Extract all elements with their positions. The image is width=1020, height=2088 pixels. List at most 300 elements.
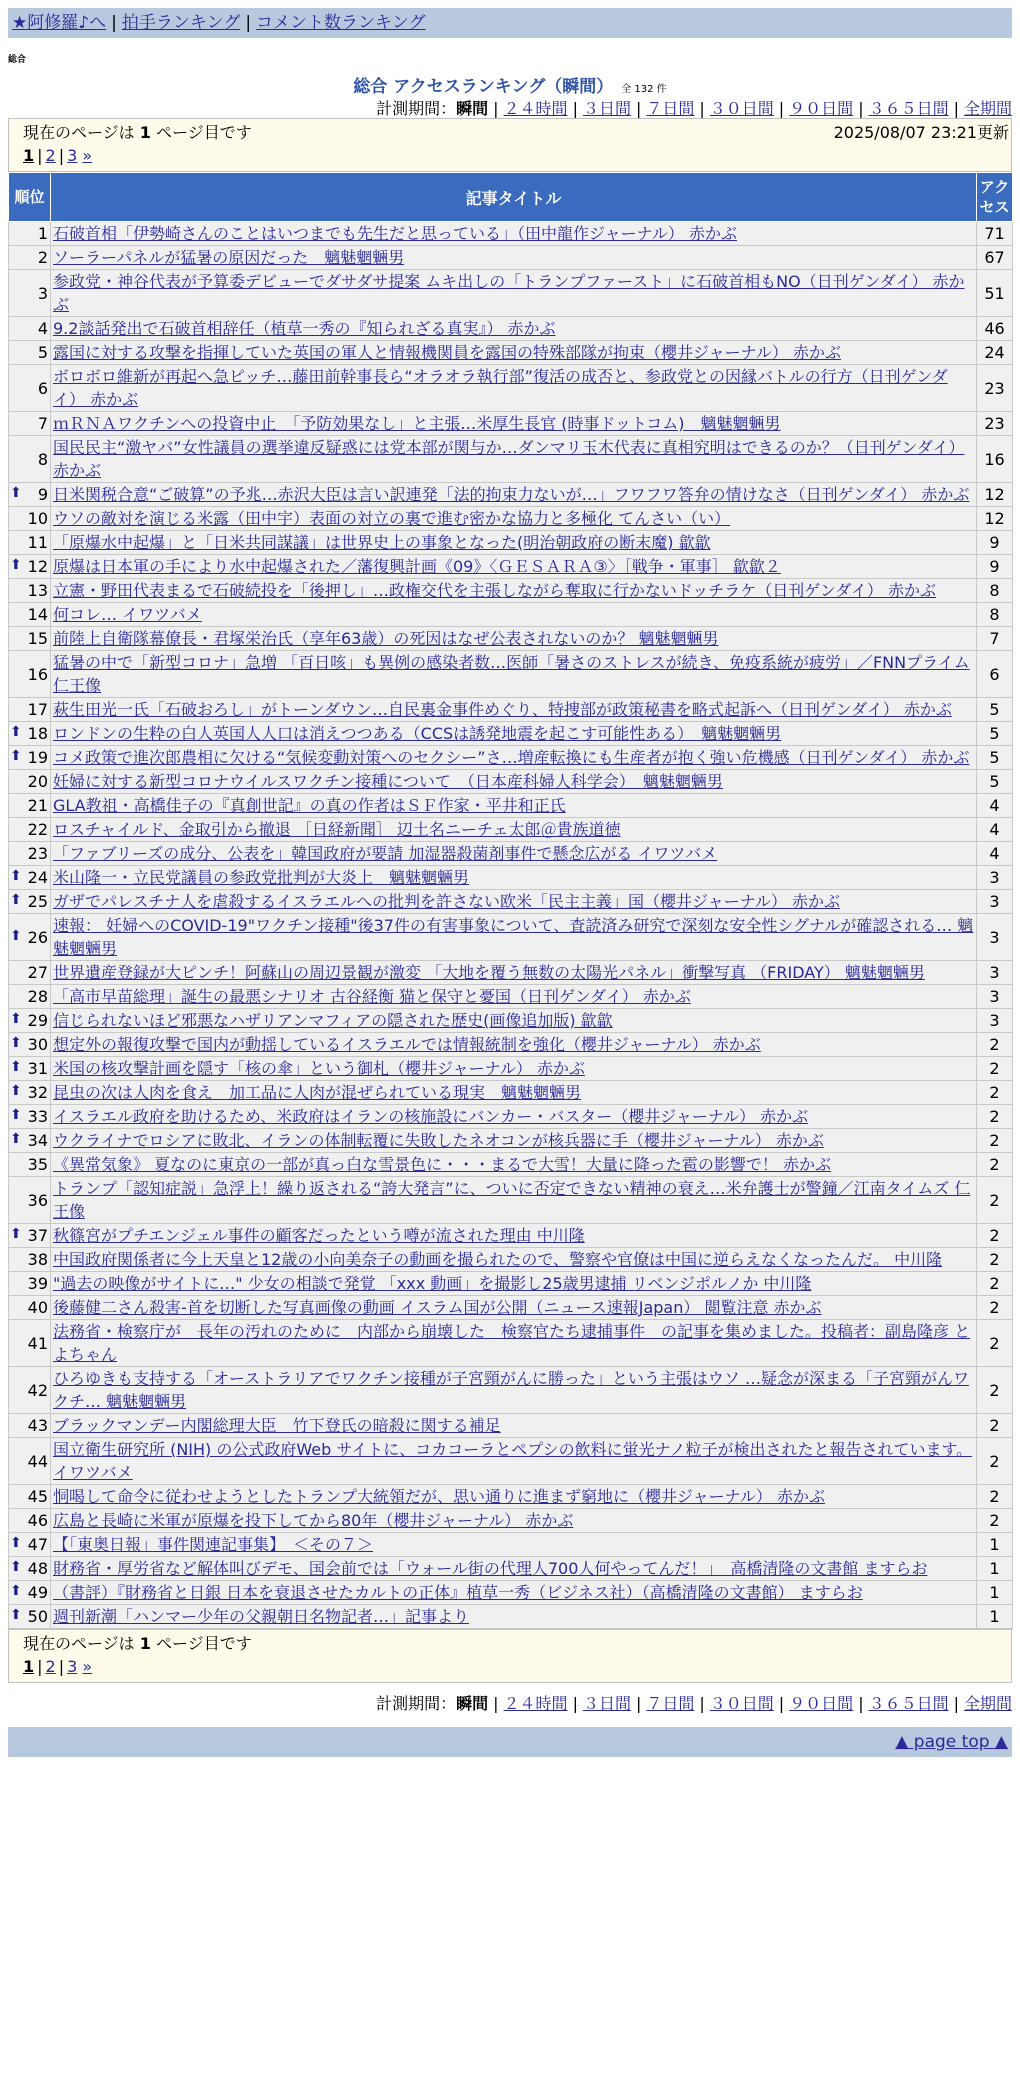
article-link[interactable]: 信じられないほど邪悪なハザリアンマフィアの隠された歴史(画像追加版) 歙歙 [53, 1011, 613, 1030]
table-row [9, 914, 1013, 961]
access-count: 5 [977, 698, 1013, 722]
up-arrow-icon: ⬆ [10, 1559, 22, 1575]
period-option-link[interactable]: ３６５日間 [868, 99, 949, 118]
access-count: 9 [977, 531, 1013, 555]
title-cell [51, 483, 977, 507]
title-cell [51, 770, 977, 794]
title-cell [51, 1105, 977, 1129]
rank-number: 29 [27, 1011, 48, 1030]
access-count: 24 [977, 341, 1013, 365]
article-link[interactable]: 速報： 妊婦へのCOVID-19"ワクチン接種"後37件の有害事象について、査読済み研究で深刻な安全性シグナルが確認される… 魑魅魍魎男 [53, 916, 974, 958]
rank-cell [9, 1033, 51, 1057]
table-row [9, 1224, 1013, 1248]
page-info-bottom [8, 1629, 1012, 1683]
article-link[interactable]: 法務省・検察庁が 長年の汚れのために 内部から崩壊した 検察官たち逮捕事件 の記事を集めました。投稿者：副島隆彦 とよちゃん [53, 1322, 971, 1364]
table-row [9, 531, 1013, 555]
rank-cell [9, 246, 51, 270]
period-option-link[interactable]: ３日間 [582, 1694, 631, 1713]
access-count: 1 [977, 1533, 1013, 1557]
page-top-link[interactable]: ▲ page top ▲ [895, 1732, 1008, 1752]
period-separator: | [858, 1694, 864, 1713]
title-cell [51, 1296, 977, 1320]
page-link[interactable]: 3 [67, 1657, 78, 1676]
period-selector [8, 96, 1012, 118]
period-current: 瞬間 [456, 1694, 489, 1713]
table-row [9, 985, 1013, 1009]
rank-cell [9, 412, 51, 436]
home-link[interactable]: ★阿修羅♪へ [12, 13, 107, 33]
access-count: 2 [977, 1153, 1013, 1177]
period-separator: | [493, 1694, 499, 1713]
table-row [9, 698, 1013, 722]
title-cell [51, 1557, 977, 1581]
article-link[interactable]: 《異常気象》 夏なのに東京の一部が真っ白な雪景色に・・・まるで大雪！大量に降った雹の影響で！ 赤かぶ [53, 1155, 832, 1174]
title-cell [51, 1605, 977, 1629]
ranking-title-text: 総合 アクセスランキング（瞬間） [353, 77, 614, 97]
table-row [9, 1081, 1013, 1105]
article-link[interactable]: イスラエル政府を助けるため、米政府はイランの核施設にバンカー・バスター（櫻井ジャーナル） 赤かぶ [53, 1107, 809, 1126]
article-link[interactable]: 後藤健二さん殺害-首を切断した写真画像の動画 イスラム国が公開（ニュース速報Japan） 閲覧注意 赤かぶ [53, 1298, 822, 1317]
comment-ranking-link[interactable]: コメント数ランキング [256, 13, 426, 33]
next-page-link[interactable]: » [82, 1657, 93, 1676]
rank-number: 28 [27, 987, 48, 1006]
table-row [9, 483, 1013, 507]
period-label: 計測期間： [376, 1694, 457, 1713]
rank-number: 20 [27, 772, 48, 791]
period-option-link[interactable]: ７日間 [646, 1694, 695, 1713]
rank-number: 44 [27, 1451, 48, 1471]
up-arrow-icon: ⬆ [10, 724, 22, 740]
page-separator: | [37, 146, 43, 165]
rank-number: 33 [27, 1107, 48, 1126]
period-option-link[interactable]: ７日間 [646, 99, 695, 118]
table-row [9, 507, 1013, 531]
rank-cell [9, 794, 51, 818]
article-link[interactable]: 秋篠宮がプチエンジェル事件の顧客だったという噂が流された理由 中川隆 [53, 1226, 585, 1245]
title-cell [51, 866, 977, 890]
title-cell [51, 579, 977, 603]
article-link[interactable]: 萩生田光一氏「石破おろし」がトーンダウン…自民裏金事件めぐり、特捜部が政策秘書を略式起訴へ（日刊ゲンダイ） 赤かぶ [53, 700, 952, 719]
rank-number: 19 [27, 748, 48, 767]
rank-number: 17 [27, 700, 48, 719]
rank-number: 47 [27, 1535, 48, 1554]
article-link[interactable]: GLA教祖・高橋佳子の『真創世記』の真の作者はＳＦ作家・平井和正氏 [53, 796, 566, 815]
article-link[interactable]: 「原爆水中起爆」と「日米共同謀議」は世界史上の事象となった(明治朝政府の断末魔) 歙歙 [53, 533, 711, 552]
rank-number: 2 [37, 248, 48, 267]
access-count: 4 [977, 842, 1013, 866]
article-link[interactable]: 参政党・神谷代表が予算委デビューでダサダサ提案 ムキ出しの「トランプファースト」に石破首相もNO（日刊ゲンダイ） 赤かぶ [53, 272, 965, 314]
access-count: 5 [977, 770, 1013, 794]
access-count: 2 [977, 1057, 1013, 1081]
access-count: 16 [977, 436, 1013, 483]
access-count: 2 [977, 1509, 1013, 1533]
up-arrow-icon: ⬆ [10, 1535, 22, 1551]
rank-number: 15 [27, 629, 48, 648]
title-cell [51, 1057, 977, 1081]
table-row [9, 1438, 1013, 1485]
table-row [9, 818, 1013, 842]
period-option-link[interactable]: ３６５日間 [868, 1694, 949, 1713]
article-link[interactable]: ロスチャイルド、金取引から撤退 ［日経新聞］ 辺土名ニーチェ太郎＠貴族道徳 [53, 820, 621, 839]
table-row [9, 1177, 1013, 1224]
table-row [9, 651, 1013, 698]
access-count: 2 [977, 1177, 1013, 1224]
rank-number: 12 [27, 557, 48, 576]
rank-number: 5 [37, 343, 48, 362]
access-count: 67 [977, 246, 1013, 270]
rank-number: 25 [27, 892, 48, 911]
table-row [9, 603, 1013, 627]
table-row [9, 1296, 1013, 1320]
rank-number: 43 [27, 1416, 48, 1435]
article-link[interactable]: コメ政策で進次郎農相に欠ける“気候変動対策へのセクシー”さ…増産転換にも生産者が抱く強い危機感（日刊ゲンダイ） 赤かぶ [53, 748, 970, 767]
period-separator: | [858, 99, 864, 118]
rank-cell [9, 961, 51, 985]
title-cell [51, 914, 977, 961]
article-link[interactable]: 前陸上自衛隊幕僚長・君塚栄治氏（享年63歳）の死因はなぜ公表されないのか？ 魑魅魍魎男 [53, 629, 719, 648]
title-cell [51, 627, 977, 651]
title-cell [51, 1033, 977, 1057]
article-link[interactable]: ロンドンの生粋の白人英国人人口は消えつつある（CCSは誘発地震を起こす可能性ある） 魑魅魍魎男 [53, 724, 782, 743]
rank-number: 3 [37, 283, 48, 303]
article-link[interactable]: 「高市早苗総理」誕生の最悪シナリオ 古谷経衡 猫と保守と憂国（日刊ゲンダイ） 赤かぶ [53, 987, 691, 1006]
rank-number: 4 [37, 319, 48, 338]
period-separator: | [635, 1694, 642, 1713]
ranking-count: 全 132 件 [621, 84, 667, 95]
rank-cell [9, 436, 51, 483]
access-count: 3 [977, 914, 1013, 961]
page-info-top [8, 118, 1012, 172]
article-link[interactable]: 露国に対する攻撃を指揮していた英国の軍人と情報機関員を露国の特殊部隊が拘束（櫻井ジャーナル） 赤かぶ [53, 343, 841, 362]
article-link[interactable]: ｍＲＮＡワクチンへの投資中止 「予防効果なし」と主張…米厚生長官 (時事ドットコム) 魑魅魍魎男 [53, 414, 781, 433]
period-option-link[interactable]: ３日間 [582, 99, 631, 118]
period-option-link[interactable]: ９０日間 [789, 99, 854, 118]
rank-cell [9, 222, 51, 246]
access-count: 2 [977, 1081, 1013, 1105]
title-header: 記事タイトル [51, 173, 977, 222]
period-option-link[interactable]: ３０日間 [709, 99, 774, 118]
rank-cell [9, 531, 51, 555]
article-link[interactable]: 米国の核攻撃計画を隠す「核の傘」という御札（櫻井ジャーナル） 赤かぶ [53, 1059, 585, 1078]
table-row [9, 555, 1013, 579]
article-link[interactable]: 立憲・野田代表まるで石破続投を「後押し」…政権交代を主張しながら奪取に行かないドッチラケ（日刊ゲンダイ） 赤かぶ [53, 581, 937, 600]
period-option-link[interactable]: ３０日間 [709, 1694, 774, 1713]
article-link[interactable]: 【「東奥日報」事件関連記事集】 ＜その７＞ [53, 1535, 374, 1554]
article-link[interactable]: 妊婦に対する新型コロナウイルスワクチン接種について （日本産科婦人科学会） 魑魅魍魎男 [53, 772, 723, 791]
period-current: 瞬間 [456, 99, 489, 118]
access-count: 7 [977, 627, 1013, 651]
article-link[interactable]: 原爆は日本軍の手により水中起爆された／藩復興計画《09》〈ＧＥＳＡＲＡ③〉［戦争・軍事］ 歙歙２ [53, 557, 781, 576]
rank-number: 34 [27, 1131, 48, 1150]
period-option-link[interactable]: ２４時間 [503, 1694, 568, 1713]
table-row [9, 222, 1013, 246]
rank-number: 42 [27, 1380, 48, 1400]
title-cell [51, 1177, 977, 1224]
table-row [9, 365, 1013, 412]
article-link[interactable]: トランプ「認知症説」急浮上！繰り返される“誇大発言”に、ついに否定できない精神の衰え…米弁護士が警鐘／江南タイムズ 仁王像 [53, 1179, 971, 1221]
rank-number: 31 [27, 1059, 48, 1078]
rank-number: 1 [37, 224, 48, 243]
article-link[interactable]: 9.2談話発出で石破首相辞任（植草一秀の『知られざる真実』） 赤かぶ [53, 319, 556, 338]
period-separator: | [635, 99, 642, 118]
period-label: 計測期間： [376, 99, 457, 118]
access-count: 2 [977, 1224, 1013, 1248]
rank-number: 48 [27, 1559, 48, 1578]
article-link[interactable]: ウソの敵対を演じる米露（田中宇）表面の対立の裏で進む密かな協力と多極化 てんさい（い） [53, 509, 731, 528]
rank-number: 24 [27, 868, 48, 887]
up-arrow-icon: ⬆ [10, 557, 22, 573]
ranking-table [8, 172, 1013, 1629]
table-row [9, 1414, 1013, 1438]
ranking-title [8, 72, 1012, 97]
table-row [9, 961, 1013, 985]
access-count: 3 [977, 890, 1013, 914]
access-count: 2 [977, 1438, 1013, 1485]
rank-cell [9, 1605, 51, 1629]
rank-number: 36 [27, 1190, 48, 1210]
period-separator: | [572, 99, 578, 118]
table-row [9, 579, 1013, 603]
title-cell [51, 842, 977, 866]
rank-number: 6 [37, 378, 48, 398]
table-row [9, 1367, 1013, 1414]
article-link[interactable]: "過去の映像がサイトに…" 少女の相談で発覚 「xxx 動画」を撮影し25歳男逮捕 リベンジポルノか 中川隆 [53, 1274, 812, 1293]
title-cell [51, 365, 977, 412]
next-page-link[interactable]: » [82, 146, 93, 165]
title-cell [51, 531, 977, 555]
article-link[interactable]: ガザでパレスチナ人を虐殺するイスラエルへの批判を許さない欧米「民主主義」国（櫻井ジャーナル） 赤かぶ [53, 892, 841, 911]
access-header: アクセス [977, 173, 1013, 222]
current-page-number: 1 [23, 146, 35, 165]
page-separator: | [58, 1657, 65, 1676]
rank-cell [9, 1248, 51, 1272]
access-count: 8 [977, 603, 1013, 627]
rank-cell [9, 1367, 51, 1414]
access-count: 3 [977, 961, 1013, 985]
rank-number: 40 [27, 1298, 48, 1317]
period-option-link[interactable]: ２４時間 [503, 99, 568, 118]
article-link[interactable]: （書評）『財務省と日銀 日本を衰退させたカルトの正体』植草一秀（ビジネス社）（高橋清隆の文書館） ますらお [53, 1583, 863, 1602]
rank-number: 49 [27, 1583, 48, 1602]
article-link[interactable]: 国民民主“激ヤバ”女性議員の選挙違反疑惑には党本部が関与か…ダンマリ玉木代表に真相究明はできるのか？（日刊ゲンダイ） 赤かぶ [53, 438, 965, 480]
article-link[interactable]: 広島と長崎に米軍が原爆を投下してから80年（櫻井ジャーナル） 赤かぶ [53, 1511, 574, 1530]
rank-cell [9, 341, 51, 365]
rank-cell [9, 1081, 51, 1105]
article-link[interactable]: ひろゆきも支持する「オーストラリアでワクチン接種が子宮頸がんに勝った」という主張はウソ …疑念が深まる「子宮頸がんワクチ… 魑魅魍魎男 [53, 1369, 969, 1411]
access-count: 23 [977, 365, 1013, 412]
rank-number: 35 [27, 1155, 48, 1174]
title-cell [51, 317, 977, 341]
table-row [9, 1057, 1013, 1081]
up-arrow-icon: ⬆ [10, 927, 22, 944]
rank-cell [9, 507, 51, 531]
article-link[interactable]: 財務省・厚労省など解体叫びデモ、国会前では「ウォール街の代理人700人何やってんだ！」 高橋清隆の文書館 ますらお [53, 1559, 928, 1578]
rank-number: 27 [27, 963, 48, 982]
rank-number: 9 [37, 485, 48, 504]
title-cell [51, 1533, 977, 1557]
rank-number: 23 [27, 844, 48, 863]
period-separator: | [953, 1694, 959, 1713]
table-row [9, 1272, 1013, 1296]
article-link[interactable]: 想定外の報復攻撃で国内が動揺しているイスラエルでは情報統制を強化（櫻井ジャーナル） 赤かぶ [53, 1035, 761, 1054]
access-count: 5 [977, 746, 1013, 770]
rank-cell [9, 1177, 51, 1224]
article-link[interactable]: ボロボロ維新が再起へ急ピッチ…藤田前幹事長ら“オラオラ執行部”復活の成否と、参政党との因縁バトルの行方（日刊ゲンダイ） 赤かぶ [53, 367, 948, 409]
page-link[interactable]: 3 [67, 146, 78, 165]
rank-cell [9, 651, 51, 698]
page-link[interactable]: 2 [45, 146, 56, 165]
table-row [9, 1105, 1013, 1129]
title-cell [51, 818, 977, 842]
article-link[interactable]: 日米関税合意“ご破算”の予兆…赤沢大臣は言い訳連発「法的拘束力ないが…」フワフワ答弁の情けなさ（日刊ゲンダイ） 赤かぶ [53, 485, 970, 504]
table-row [9, 317, 1013, 341]
title-cell [51, 651, 977, 698]
rank-cell [9, 270, 51, 317]
period-option-link[interactable]: 全期間 [963, 1694, 1012, 1713]
title-cell [51, 1414, 977, 1438]
table-row [9, 1320, 1013, 1367]
article-link[interactable]: 何コレ… イワツバメ [53, 605, 202, 624]
title-cell [51, 1248, 977, 1272]
rank-number: 13 [27, 581, 48, 600]
current-page-number: 1 [23, 1657, 35, 1676]
applause-ranking-link[interactable]: 拍手ランキング [121, 13, 241, 33]
up-arrow-icon: ⬆ [10, 1011, 22, 1027]
rank-number: 41 [27, 1333, 48, 1353]
table-row [9, 794, 1013, 818]
table-row [9, 722, 1013, 746]
nav-separator: | [111, 13, 117, 33]
up-arrow-icon: ⬆ [10, 1226, 22, 1242]
article-link[interactable]: 猛暑の中で「新型コロナ」急増 「百日咳」も異例の感染者数…医師「暑さのストレスが続き、免疫系統が疲労」／FNNプライム 仁王像 [53, 653, 970, 695]
rank-number: 14 [27, 605, 48, 624]
title-cell [51, 698, 977, 722]
table-row [9, 1605, 1013, 1629]
article-link[interactable]: 恫喝して命令に従わせようとしたトランプ大統領だが、思い通りに進まず窮地に（櫻井ジャーナル） 赤かぶ [53, 1487, 825, 1506]
up-arrow-icon: ⬆ [10, 748, 22, 764]
title-cell [51, 1581, 977, 1605]
rank-number: 21 [27, 796, 48, 815]
rank-cell [9, 818, 51, 842]
period-separator: | [699, 1694, 705, 1713]
title-cell [51, 961, 977, 985]
rank-number: 32 [27, 1083, 48, 1102]
period-option-link[interactable]: ９０日間 [789, 1694, 854, 1713]
article-link[interactable]: 昆虫の次は人肉を食え 加工品に人肉が混ぜられている現実 魑魅魍魎男 [53, 1083, 582, 1102]
access-count: 9 [977, 555, 1013, 579]
title-cell [51, 436, 977, 483]
rank-number: 38 [27, 1250, 48, 1269]
access-count: 12 [977, 483, 1013, 507]
table-row [9, 842, 1013, 866]
page-link[interactable]: 2 [45, 1657, 56, 1676]
page-separator: | [37, 1657, 43, 1676]
article-link[interactable]: 世界遺産登録が大ピンチ！阿蘇山の周辺景観が激変 「大地を覆う無数の太陽光パネル」衝撃写真 （FRIDAY） 魑魅魍魎男 [53, 963, 925, 982]
rank-cell [9, 1129, 51, 1153]
access-count: 2 [977, 1320, 1013, 1367]
article-link[interactable]: 「ファブリーズの成分、公表を」韓国政府が要請 加湿器殺菌剤事件で懸念広がる イワツバメ [53, 844, 718, 863]
article-link[interactable]: 中国政府関係者に今上天皇と12歳の小向美奈子の動画を撮られたので、警察や官僚は中国に逆らえなくなったんだ。 中川隆 [53, 1250, 943, 1269]
table-row [9, 436, 1013, 483]
rank-cell [9, 1509, 51, 1533]
rank-cell [9, 1320, 51, 1367]
access-count: 4 [977, 818, 1013, 842]
access-count: 3 [977, 985, 1013, 1009]
title-cell [51, 222, 977, 246]
access-count: 3 [977, 866, 1013, 890]
title-cell [51, 1009, 977, 1033]
rank-cell [9, 483, 51, 507]
title-cell [51, 341, 977, 365]
rank-cell [9, 1557, 51, 1581]
rank-cell [9, 985, 51, 1009]
title-cell [51, 890, 977, 914]
title-cell [51, 507, 977, 531]
access-count: 1 [977, 1557, 1013, 1581]
article-link[interactable]: ソーラーパネルが猛暑の原因だった 魑魅魍魎男 [53, 248, 405, 267]
access-count: 46 [977, 317, 1013, 341]
title-cell [51, 1485, 977, 1509]
rank-cell [9, 698, 51, 722]
access-count: 12 [977, 507, 1013, 531]
title-cell [51, 1320, 977, 1367]
article-link[interactable]: 米山隆一・立民党議員の参政党批判が大炎上 魑魅魍魎男 [53, 868, 470, 887]
title-cell [51, 1438, 977, 1485]
access-count: 2 [977, 1296, 1013, 1320]
rank-cell [9, 317, 51, 341]
rank-cell [9, 1296, 51, 1320]
access-count: 8 [977, 579, 1013, 603]
table-row [9, 1533, 1013, 1557]
title-cell [51, 722, 977, 746]
up-arrow-icon: ⬆ [10, 1083, 22, 1099]
title-cell [51, 412, 977, 436]
table-row [9, 1009, 1013, 1033]
up-arrow-icon: ⬆ [10, 1107, 22, 1123]
page-separator: | [58, 146, 65, 165]
period-separator: | [699, 99, 705, 118]
period-separator: | [572, 1694, 578, 1713]
title-cell [51, 603, 977, 627]
article-link[interactable]: ブラックマンデー内閣総理大臣 竹下登氏の暗殺に関する補足 [53, 1416, 501, 1435]
access-count: 2 [977, 1248, 1013, 1272]
up-arrow-icon: ⬆ [10, 1607, 22, 1623]
rank-cell [9, 1414, 51, 1438]
title-cell [51, 1081, 977, 1105]
article-link[interactable]: 週刊新潮「ハンマー少年の父親朝日名物記者…」記事より [53, 1607, 470, 1626]
table-row [9, 1033, 1013, 1057]
rank-cell [9, 1272, 51, 1296]
rank-cell [9, 579, 51, 603]
rank-number: 8 [37, 449, 48, 469]
access-count: 71 [977, 222, 1013, 246]
table-row [9, 341, 1013, 365]
article-link[interactable]: 石破首相「伊勢崎さんのことはいつまでも先生だと思っている」（田中龍作ジャーナル） 赤かぶ [53, 224, 737, 243]
article-link[interactable]: ウクライナでロシアに敗北、イランの体制転覆に失敗したネオコンが核兵器に手（櫻井ジャーナル） 赤かぶ [53, 1131, 824, 1150]
title-cell [51, 1129, 977, 1153]
table-row [9, 412, 1013, 436]
rank-cell [9, 722, 51, 746]
table-row [9, 627, 1013, 651]
article-link[interactable]: 国立衛生研究所 (NIH) の公式政府Web サイトに、コカコーラとペプシの飲料に蛍光ナノ粒子が検出されたと報告されています。 イワツバメ [53, 1440, 973, 1482]
rank-number: 39 [27, 1274, 48, 1293]
rank-number: 18 [27, 724, 48, 743]
category-label: 総合 [8, 55, 27, 65]
title-cell [51, 1153, 977, 1177]
period-option-link[interactable]: 全期間 [963, 99, 1012, 118]
title-cell [51, 1509, 977, 1533]
rank-cell [9, 1485, 51, 1509]
